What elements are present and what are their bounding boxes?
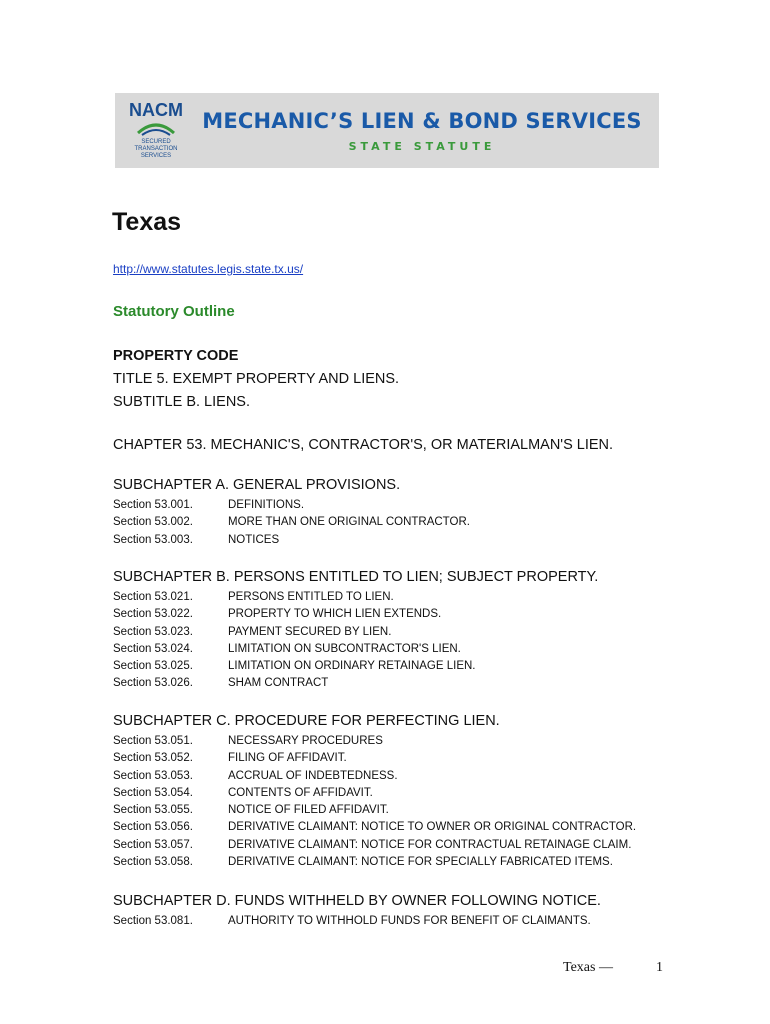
- logo-arc-icon: [134, 121, 178, 137]
- logo-tagline: SECURED TRANSACTION SERVICES: [134, 138, 178, 159]
- section-title: AUTHORITY TO WITHHOLD FUNDS FOR BENEFIT OF CLAIMANTS.: [228, 915, 591, 927]
- section-row: [113, 641, 713, 658]
- section-number: Section 53.026.: [113, 677, 193, 690]
- section-row: [113, 768, 713, 785]
- section-title: DEFINITIONS.: [228, 499, 305, 511]
- section-row: [113, 497, 713, 514]
- subchapter-block: [113, 712, 713, 871]
- subchapter-heading: SUBCHAPTER C. PROCEDURE FOR PERFECTING LIEN.: [113, 713, 500, 729]
- header-banner: [115, 93, 659, 168]
- subchapter-block: [113, 476, 713, 549]
- section-number: Section 53.052.: [113, 752, 193, 765]
- section-row: [113, 854, 713, 871]
- section-row: [113, 819, 713, 836]
- section-number: Section 53.055.: [113, 804, 193, 817]
- page-number: 1: [656, 960, 663, 975]
- section-number: Section 53.051.: [113, 735, 193, 747]
- section-row: [113, 589, 713, 606]
- section-number: Section 53.023.: [113, 625, 193, 638]
- section-title: NOTICE OF FILED AFFIDAVIT.: [228, 804, 389, 817]
- section-title: PROPERTY TO WHICH LIEN EXTENDS.: [228, 608, 442, 621]
- section-row: [113, 675, 713, 692]
- section-number: Section 53.058.: [113, 856, 193, 869]
- section-title: DERIVATIVE CLAIMANT: NOTICE TO OWNER OR ORIGINAL CONTRACTOR.: [228, 821, 637, 834]
- section-row: [113, 624, 713, 641]
- section-number: Section 53.022.: [113, 608, 193, 621]
- logo-wordmark: NACM: [129, 99, 183, 120]
- section-number: Section 53.025.: [113, 660, 193, 673]
- section-row: [113, 532, 713, 549]
- subchapter-heading: SUBCHAPTER D. FUNDS WITHHELD BY OWNER FOLLOWING NOTICE.: [113, 893, 601, 909]
- subtitle-heading: SUBTITLE B. LIENS.: [113, 394, 250, 410]
- section-row: [113, 606, 713, 623]
- section-number: Section 53.024.: [113, 642, 193, 655]
- section-row: [113, 733, 713, 750]
- section-number: Section 53.021.: [113, 591, 193, 603]
- code-heading: PROPERTY CODE: [113, 348, 239, 364]
- section-number: Section 53.054.: [113, 786, 193, 799]
- subchapter-heading: SUBCHAPTER B. PERSONS ENTITLED TO LIEN; SUBJECT PROPERTY.: [113, 569, 599, 585]
- section-title: FILING OF AFFIDAVIT.: [228, 752, 347, 765]
- section-title: NOTICES: [228, 533, 280, 546]
- section-title: ACCRUAL OF INDEBTEDNESS.: [228, 769, 398, 782]
- section-row: [113, 837, 713, 854]
- section-title: LIMITATION ON ORDINARY RETAINAGE LIEN.: [228, 660, 476, 673]
- section-row: [113, 514, 713, 531]
- section-title: PAYMENT SECURED BY LIEN.: [228, 625, 392, 638]
- section-title: PERSONS ENTITLED TO LIEN.: [228, 591, 394, 603]
- banner-text: [185, 108, 659, 153]
- page-footer: [563, 960, 663, 976]
- state-heading: Texas: [112, 208, 182, 236]
- section-row: [113, 785, 713, 802]
- banner-subtitle: STATE STATUTE: [348, 140, 496, 153]
- section-title: CONTENTS OF AFFIDAVIT.: [228, 786, 373, 799]
- section-row: [113, 658, 713, 675]
- title-heading: TITLE 5. EXEMPT PROPERTY AND LIENS.: [113, 371, 400, 387]
- subchapter-block: [113, 892, 713, 930]
- section-title: NECESSARY PROCEDURES: [228, 735, 383, 747]
- section-row: [113, 913, 713, 930]
- chapter-heading: CHAPTER 53. MECHANIC'S, CONTRACTOR'S, OR MATERIALMAN'S LIEN.: [113, 437, 614, 453]
- footer-label: Texas —: [563, 960, 613, 975]
- section-number: Section 53.003.: [113, 533, 193, 546]
- section-title: SHAM CONTRACT: [228, 677, 329, 690]
- section-title: MORE THAN ONE ORIGINAL CONTRACTOR.: [228, 516, 470, 529]
- section-number: Section 53.001.: [113, 499, 193, 511]
- section-number: Section 53.002.: [113, 516, 193, 529]
- section-row: [113, 802, 713, 819]
- section-title: LIMITATION ON SUBCONTRACTOR'S LIEN.: [228, 642, 461, 655]
- section-number: Section 53.056.: [113, 821, 193, 834]
- section-number: Section 53.057.: [113, 838, 193, 851]
- section-title: DERIVATIVE CLAIMANT: NOTICE FOR CONTRACTUAL RETAINAGE CLAIM.: [228, 838, 632, 851]
- statute-link[interactable]: http://www.statutes.legis.state.tx.us/: [113, 262, 304, 276]
- banner-title: MECHANIC’S LIEN & BOND SERVICES: [202, 109, 642, 133]
- section-number: Section 53.081.: [113, 915, 193, 927]
- section-number: Section 53.053.: [113, 769, 193, 782]
- subchapter-heading: SUBCHAPTER A. GENERAL PROVISIONS.: [113, 477, 401, 493]
- section-title: DERIVATIVE CLAIMANT: NOTICE FOR SPECIALLY FABRICATED ITEMS.: [228, 856, 613, 869]
- outline-heading: Statutory Outline: [113, 303, 235, 320]
- section-row: [113, 750, 713, 767]
- subchapter-block: [113, 568, 713, 693]
- nacm-logo: [121, 96, 191, 166]
